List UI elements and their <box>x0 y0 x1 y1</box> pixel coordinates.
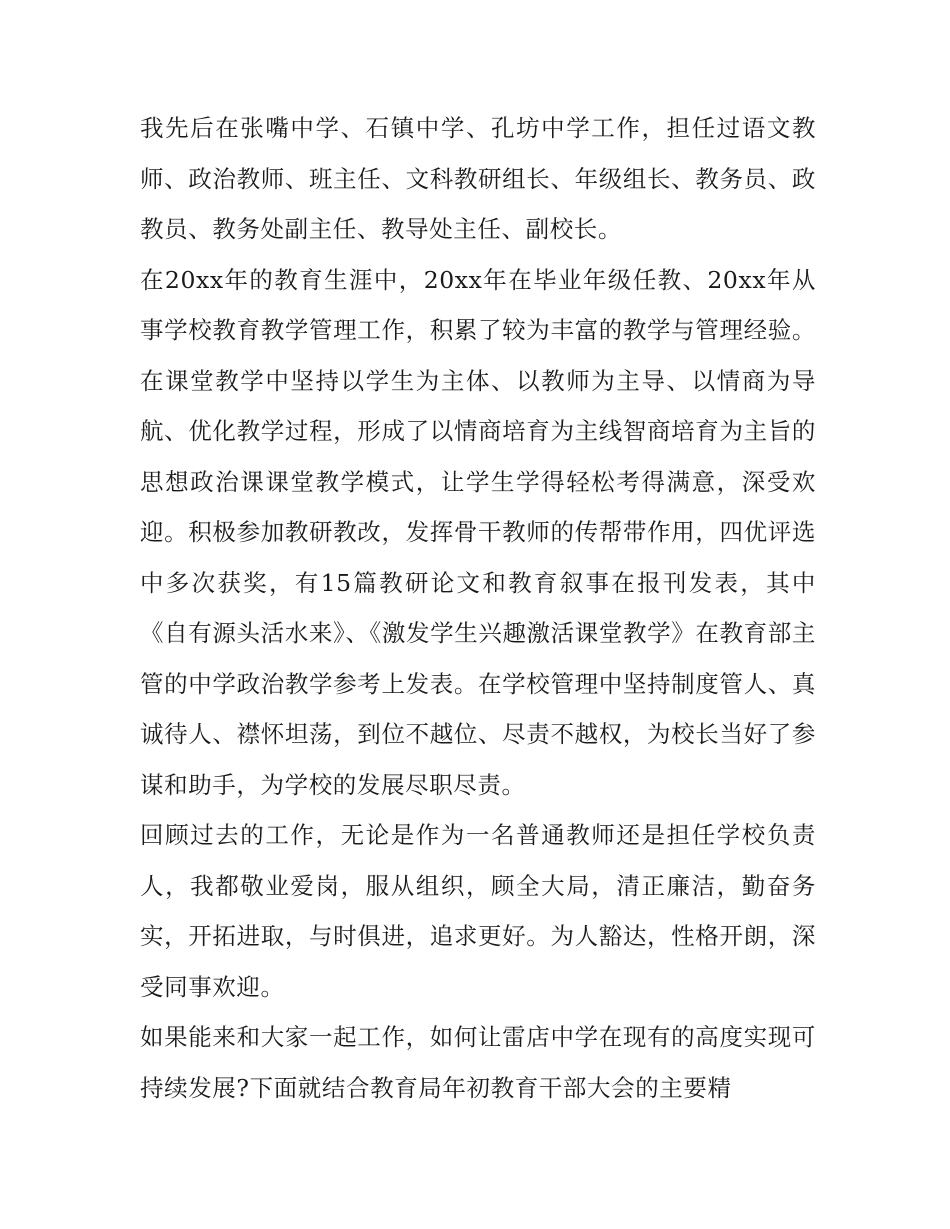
paragraph-future-plan: 如果能来和大家一起工作，如何让雷店中学在现有的高度实现可持续发展?下面就结合教育局年初教育干部大会的主要精 <box>140 1023 816 1102</box>
paragraph-self-review: 回顾过去的工作，无论是作为一名普通教师还是担任学校负责人，我都敬业爱岗，服从组织，顾全大局，清正廉洁，勤奋务实，开拓进取，与时俱进，追求更好。为人豁达，性格开朗，深受同事欢迎。 <box>140 821 816 1001</box>
paragraph-teaching-experience: 在20xx年的教育生涯中，20xx年在毕业年级任教、20xx年从事学校教育教学管理工作，积累了较为丰富的教学与管理经验。在课堂教学中坚持以学生为主体、以教师为主导、以情商为导航、优化教学过程，形成了以情商培育为主线智商培育为主旨的思想政治课课堂教学模式，让学生学得轻松考得满意，深受欢迎。积极参加教研教改，发挥骨干教师的传帮带作用，四优评选中多次获奖，有15篇教研论文和教育叙事在报刊发表，其中《自有源头活水来》、《激发学生兴趣激活课堂教学》在教育部主管的中学政治教学参考上发表。在学校管理中坚持制度管人、真诚待人、襟怀坦荡，到位不越位、尽责不越权，为校长当好了参谋和助手，为学校的发展尽职尽责。 <box>140 265 816 799</box>
document-body <box>140 103 816 1113</box>
paragraph-work-history: 我先后在张嘴中学、石镇中学、孔坊中学工作，担任过语文教师、政治教师、班主任、文科教研组长、年级组长、教务员、政教员、教务处副主任、教导处主任、副校长。 <box>140 114 816 243</box>
